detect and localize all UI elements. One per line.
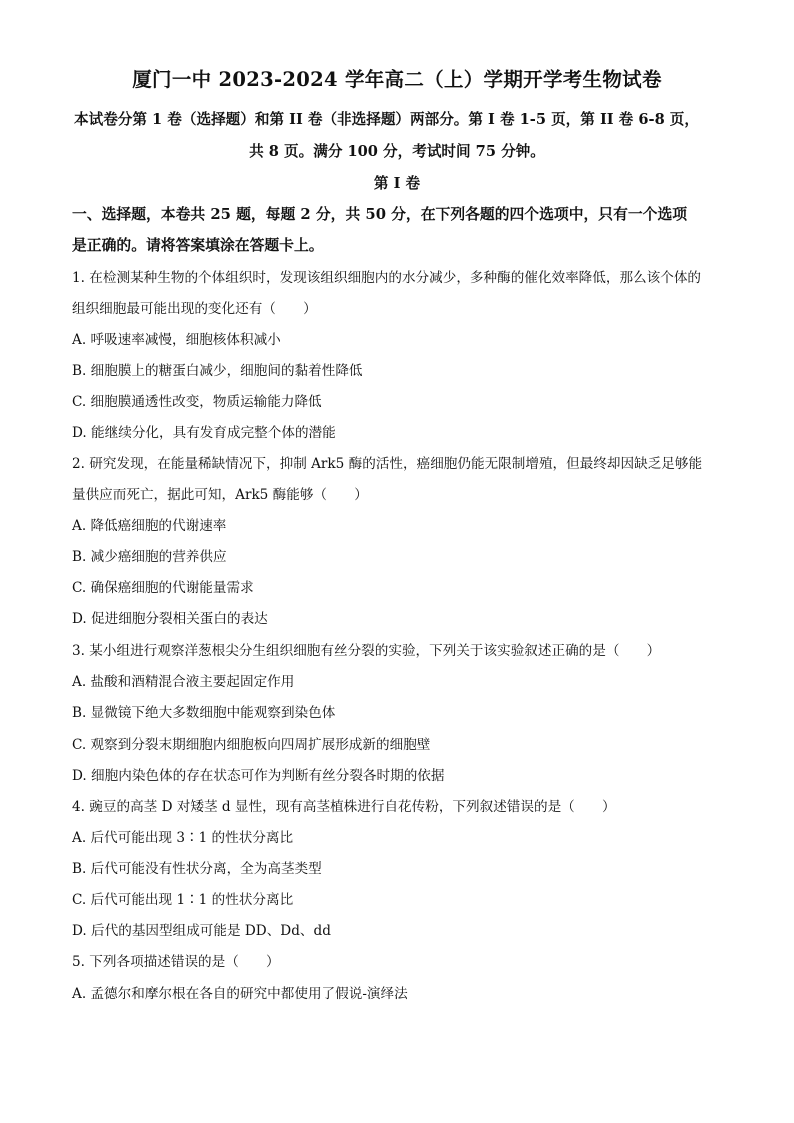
question-2-option-d: D. 促进细胞分裂相关蛋白的表达 — [72, 611, 268, 627]
question-4-option-c: C. 后代可能出现 1∶1 的性状分离比 — [72, 892, 294, 908]
question-2-option-c: C. 确保癌细胞的代谢能量需求 — [72, 580, 254, 596]
question-3-stem: 3. 某小组进行观察洋葱根尖分生组织细胞有丝分裂的实验，下列关于该实验叙述正确的是（ ） — [72, 643, 661, 659]
question-5-option-a: A. 孟德尔和摩尔根在各自的研究中都使用了假说-演绎法 — [72, 986, 408, 1002]
question-4-option-b: B. 后代可能没有性状分离，全为高茎类型 — [72, 861, 322, 877]
section-heading-line-1: 一、选择题，本卷共 25 题，每题 2 分，共 50 分，在下列各题的四个选项中，只有一个选项 — [72, 206, 688, 223]
part-title: 第 I 卷 — [373, 175, 421, 192]
question-4-stem: 4. 豌豆的高茎 D 对矮茎 d 显性，现有高茎植株进行自花传粉，下列叙述错误的是（ ） — [72, 799, 616, 815]
section-heading-line-2: 是正确的。请将答案填涂在答题卡上。 — [72, 237, 324, 254]
question-3-option-d: D. 细胞内染色体的存在状态可作为判断有丝分裂各时期的依据 — [72, 768, 445, 784]
question-1-option-c: C. 细胞膜通透性改变，物质运输能力降低 — [72, 394, 322, 410]
question-3-option-b: B. 显微镜下绝大多数细胞中能观察到染色体 — [72, 705, 336, 721]
question-1-stem-cont: 组织细胞最可能出现的变化还有（ ） — [72, 301, 317, 317]
question-2-option-b: B. 减少癌细胞的营养供应 — [72, 549, 227, 565]
question-2-stem-cont: 量供应而死亡，据此可知，Ark5 酶能够（ ） — [72, 487, 368, 503]
intro-line-2: 共 8 页。满分 100 分，考试时间 75 分钟。 — [249, 143, 545, 160]
question-1-option-a: A. 呼吸速率减慢，细胞核体积减小 — [72, 332, 281, 348]
page-title: 厦门一中 2023-2024 学年高二（上）学期开学考生物试卷 — [132, 68, 662, 91]
question-3-option-a: A. 盐酸和酒精混合液主要起固定作用 — [72, 674, 295, 690]
intro-line-1: 本试卷分第 1 卷（选择题）和第 II 卷（非选择题）两部分。第 I 卷 1-5 页，第 II 卷 6-8 页， — [74, 111, 699, 128]
question-1-stem: 1. 在检测某种生物的个体组织时，发现该组织细胞内的水分减少，多种酶的催化效率降低，那么该个体的 — [72, 270, 702, 286]
question-4-option-a: A. 后代可能出现 3∶1 的性状分离比 — [72, 830, 294, 846]
question-1-option-b: B. 细胞膜上的糖蛋白减少，细胞间的黏着性降低 — [72, 363, 363, 379]
question-3-option-c: C. 观察到分裂末期细胞内细胞板向四周扩展形成新的细胞壁 — [72, 737, 431, 753]
question-2-option-a: A. 降低癌细胞的代谢速率 — [72, 518, 227, 534]
question-2-stem: 2. 研究发现，在能量稀缺情况下，抑制 Ark5 酶的活性，癌细胞仍能无限制增殖，但最终却因缺乏足够能 — [72, 456, 703, 472]
question-5-stem: 5. 下列各项描述错误的是（ ） — [72, 954, 280, 970]
question-4-option-d: D. 后代的基因型组成可能是 DD、Dd、dd — [72, 923, 331, 939]
question-1-option-d: D. 能继续分化，具有发育成完整个体的潜能 — [72, 425, 336, 441]
